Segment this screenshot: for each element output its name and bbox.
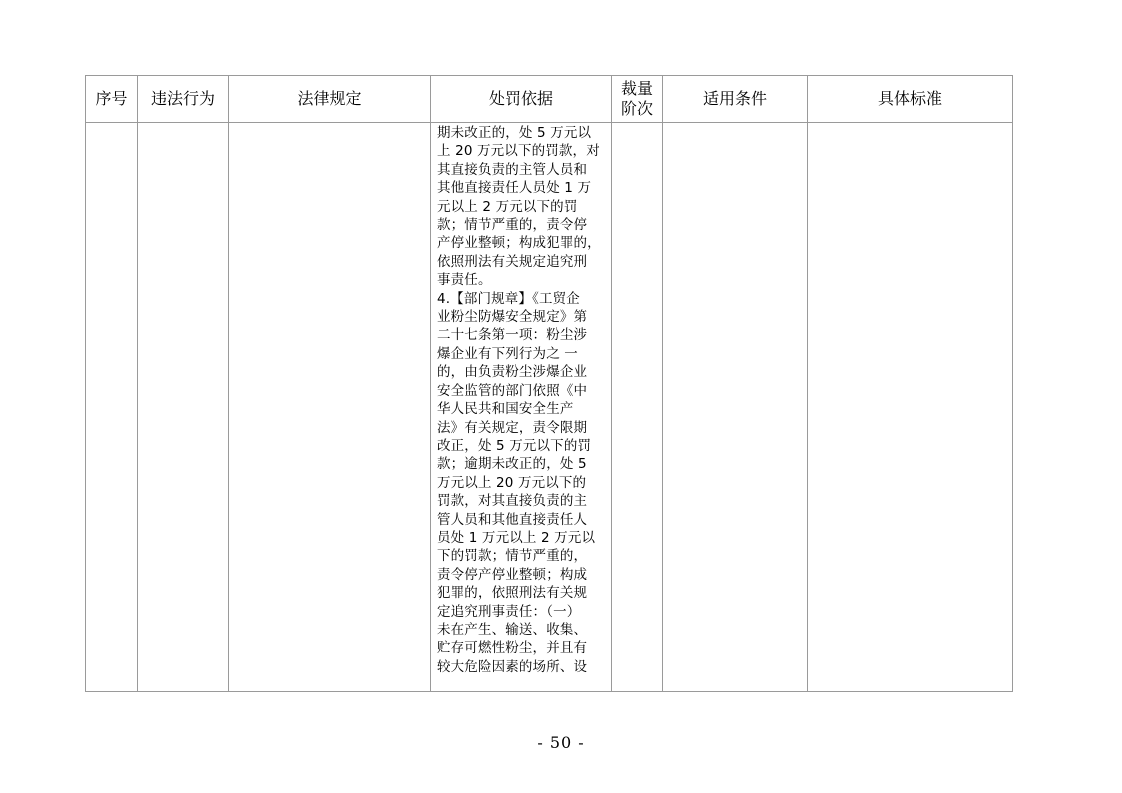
penalty-basis-line: 上 20 万元以下的罚款，对 <box>437 143 600 160</box>
penalty-basis-line: 其直接负责的主管人员和 <box>437 161 588 178</box>
penalty-basis-line: 下的罚款；情节严重的， <box>437 548 588 565</box>
page-number: - 50 - <box>537 733 585 752</box>
header-legal-provision: 法律规定 <box>229 76 431 123</box>
penalty-basis-line: 定追究刑事责任：（一） <box>437 603 581 620</box>
penalty-basis-line: 改正，处 5 万元以下的罚 <box>437 437 592 454</box>
penalty-basis-line: 管人员和其他直接责任人 <box>437 511 588 528</box>
header-discretion-level <box>612 76 663 123</box>
penalty-basis-line: 款；逾期未改正的，处 5 <box>437 456 587 473</box>
header-applicable-conditions: 适用条件 <box>663 76 808 123</box>
penalty-basis-text <box>437 124 611 690</box>
penalty-basis-line: 其他直接责任人员处 1 万 <box>437 180 592 197</box>
cell-discretion-level <box>612 123 663 692</box>
penalty-basis-line: 期未改正的，处 5 万元以 <box>437 125 592 141</box>
penalty-basis-line: 安全监管的部门依照《中 <box>437 382 588 399</box>
penalty-basis-line: 产停业整顿；构成犯罪的， <box>437 235 601 252</box>
cell-penalty-basis <box>431 123 612 692</box>
penalty-basis-line: 犯罪的，依照刑法有关规 <box>437 585 588 602</box>
header-specific-standard: 具体标准 <box>808 76 1013 123</box>
penalty-basis-line: 罚款，对其直接负责的主 <box>437 493 588 510</box>
table-row <box>86 123 1013 692</box>
penalty-basis-line: 较大危险因素的场所、设 <box>437 658 588 675</box>
cell-legal-provision <box>229 123 431 692</box>
cell-violation <box>138 123 229 692</box>
cell-seq <box>86 123 138 692</box>
header-row <box>86 76 1013 123</box>
header-seq: 序号 <box>86 76 138 123</box>
header-discretion-level-line1: 裁量 <box>620 79 653 98</box>
penalty-basis-line: 法》有关规定，责令限期 <box>437 419 588 436</box>
penalty-basis-line: 事责任。 <box>437 272 492 289</box>
penalty-basis-line: 万元以上 20 万元以下的 <box>437 474 587 491</box>
penalty-basis-line: 未在产生、输送、收集、 <box>437 621 588 638</box>
cell-specific-standard <box>808 123 1013 692</box>
penalty-basis-line: 华人民共和国安全生产 <box>437 401 574 418</box>
header-penalty-basis: 处罚依据 <box>431 76 612 123</box>
penalty-basis-line: 依照刑法有关规定追究刑 <box>437 253 588 270</box>
penalty-basis-line: 员处 1 万元以上 2 万元以 <box>437 529 596 546</box>
header-discretion-level-line2: 阶次 <box>620 99 653 118</box>
penalty-basis-line: 爆企业有下列行为之 一 <box>437 345 578 362</box>
penalty-basis-line: 贮存可燃性粉尘，并且有 <box>437 640 588 657</box>
penalty-basis-line: 责令停产停业整顿；构成 <box>437 566 588 583</box>
penalty-table <box>85 75 1013 692</box>
cell-applicable-conditions <box>663 123 808 692</box>
penalty-basis-line: 二十七条第一项：粉尘涉 <box>437 327 588 344</box>
penalty-basis-line: 的，由负责粉尘涉爆企业 <box>437 364 588 381</box>
penalty-basis-line: 业粉尘防爆安全规定》第 <box>437 309 588 326</box>
penalty-basis-line: 款；情节严重的，责令停 <box>437 217 588 234</box>
penalty-basis-line: 元以上 2 万元以下的罚 <box>437 198 578 215</box>
penalty-basis-line: 4.【部门规章】《工贸企 <box>437 290 580 307</box>
header-violation: 违法行为 <box>138 76 229 123</box>
